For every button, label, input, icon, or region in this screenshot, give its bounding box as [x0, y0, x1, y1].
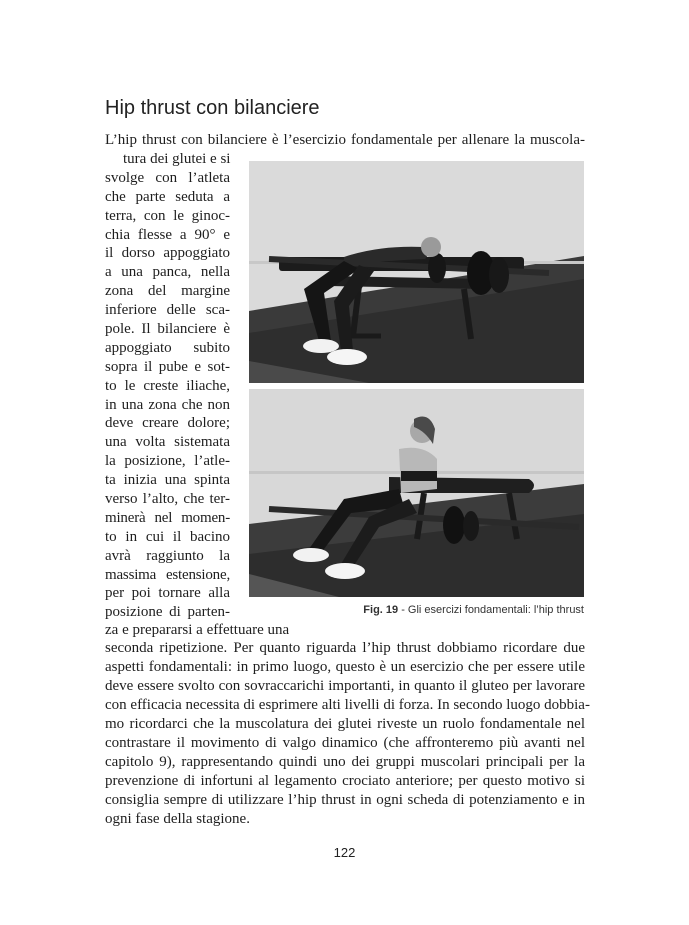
body-line: mo ricordarci che la muscolatura dei glutei riveste un ruolo fondamentale nel: [105, 716, 585, 732]
hip-thrust-start-illustration: [249, 389, 584, 597]
column-line: sopra il pube e sot-: [105, 358, 230, 375]
overflow-line: za e prepararsi a effettuare una: [105, 622, 290, 638]
column-line: appoggiato subito: [105, 339, 230, 356]
column-line: inferiore delle sca-: [105, 302, 230, 319]
column-line: a una panca, nella: [105, 264, 230, 281]
column-line: to in cui il bacino: [105, 528, 230, 545]
section-title: Hip thrust con bilanciere: [105, 97, 320, 119]
column-line: massima estensione,: [105, 566, 230, 583]
column-line: verso l’alto, che ter-: [105, 491, 230, 508]
body-line: seconda ripetizione. Per quanto riguarda l’hip thrust dobbiamo ricordare due: [105, 640, 585, 656]
figure-caption-text: - Gli esercizi fondamentali: l’hip thrust: [398, 604, 584, 616]
body-line: aspetti fondamentali: in primo luogo, questo è un esercizio che per essere utile: [105, 659, 585, 675]
body-line: deve essere svolto con sovraccarichi importanti, in quanto il gluteo per lavorare: [105, 678, 585, 694]
column-line: in una zona che non: [105, 396, 230, 413]
column-line: la posizione, l’atle-: [105, 453, 230, 470]
column-line: una volta sistemata: [105, 434, 230, 451]
column-line: il dorso appoggiato: [105, 245, 230, 262]
column-line: avrà raggiunto la: [105, 547, 230, 564]
column-line: terra, con le ginoc-: [105, 207, 230, 224]
column-line: ta inizia una spinta: [105, 472, 230, 489]
narrow-text-column: [105, 150, 230, 622]
column-line: svolge con l’atleta: [105, 169, 230, 186]
body-line: con efficacia necessita di esprimere alti livelli di forza. In secondo luogo dobbia-: [105, 697, 590, 713]
body-line: prevenzione di infortuni al legamento crociato anteriore; per questo motivo si: [105, 773, 585, 789]
page-number: 122: [333, 845, 356, 860]
figure-caption: [249, 604, 584, 616]
column-line: to le creste iliache,: [105, 377, 230, 394]
column-line: chia flesse a 90° e: [105, 226, 230, 243]
column-line: pole. Il bilanciere è: [105, 321, 230, 338]
figure-label: Fig. 19: [363, 604, 399, 616]
hip-thrust-top-illustration: [249, 161, 584, 383]
body-line: contrastare il movimento di valgo dinamico (che affronteremo più avanti nel: [105, 735, 585, 751]
column-line: minerà nel momen-: [105, 509, 230, 526]
body-paragraph: [105, 639, 590, 829]
column-line: tura dei glutei e si: [123, 151, 231, 167]
body-line: capitolo 9), rappresentando quindi uno dei gruppi muscolari principali per la: [105, 754, 585, 770]
column-line: per poi tornare alla: [105, 585, 230, 602]
hip-thrust-start-photo: [249, 389, 584, 597]
column-line: posizione di parten-: [105, 604, 230, 621]
body-line: ogni fase della stagione.: [105, 811, 250, 827]
column-line: che parte seduta a: [105, 188, 230, 205]
column-line: deve creare dolore;: [105, 415, 230, 432]
body-line: consiglia sempre di utilizzare l’hip thrust in ogni scheda di potenziamento e in: [105, 792, 585, 808]
hip-thrust-top-photo: [249, 161, 584, 383]
intro-line: L’hip thrust con bilanciere è l’esercizio fondamentale per allenare la muscola-: [105, 132, 585, 148]
column-line: zona del margine: [105, 283, 230, 300]
